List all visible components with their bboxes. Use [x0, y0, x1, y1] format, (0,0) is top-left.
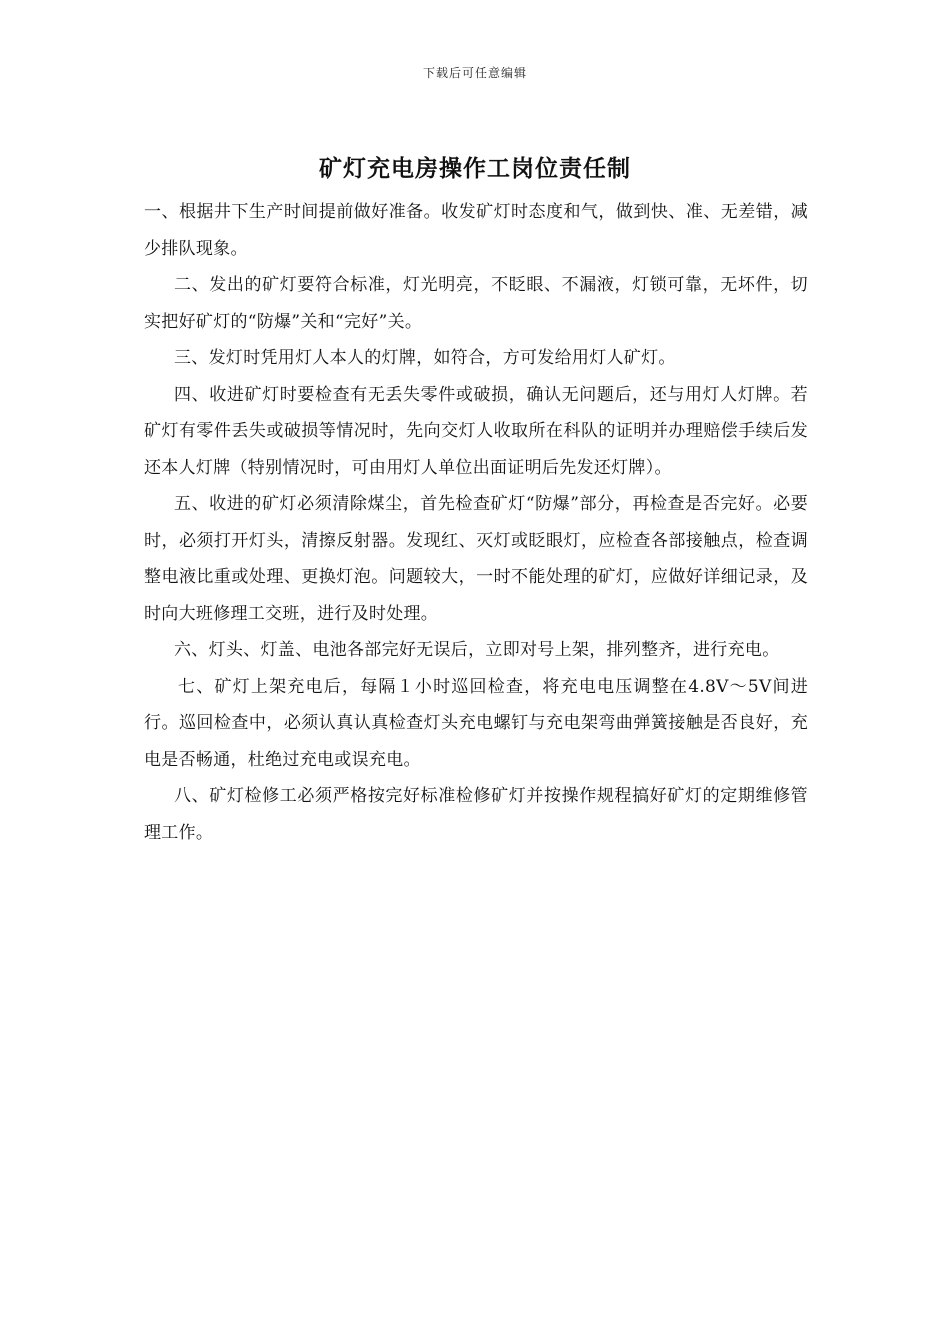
- paragraph-2: 二、发出的矿灯要符合标准，灯光明亮，不眨眼、不漏液，灯锁可靠，无坏件，切实把好矿灯的“防爆”关和“完好”关。: [144, 275, 808, 332]
- paragraph-4: 四、收进矿灯时要检查有无丢失零件或破损，确认无问题后，还与用灯人灯牌。若矿灯有零件丢失或破损等情况时，先向交灯人收取所在科队的证明并办理赔偿手续后发还本人灯牌（特别情况时，可由用灯人单位出面证明后先发还灯牌）。: [144, 384, 808, 478]
- paragraph-7: 七、矿灯上架充电后，每隔１小时巡回检查，将充电电压调整在4.8V～5V间进行。巡回检查中，必须认真认真检查灯头充电螺钉与充电架弯曲弹簧接触是否良好，充电是否畅通，杜绝过充电或误充电。: [144, 676, 808, 770]
- paragraph-8: 八、矿灯检修工必须严格按完好标准检修矿灯并按操作规程搞好矿灯的定期维修管理工作。: [144, 786, 808, 843]
- document-title: 矿灯充电房操作工岗位责任制: [319, 155, 631, 182]
- document-body: [144, 194, 808, 851]
- paragraph-3: 三、发灯时凭用灯人本人的灯牌，如符合，方可发给用灯人矿灯。: [174, 348, 676, 368]
- paragraph-5: 五、收进的矿灯必须清除煤尘，首先检查矿灯“防爆”部分，再检查是否完好。必要时，必须打开灯头，清擦反射器。发现红、灭灯或眨眼灯，应检查各部接触点，检查调整电液比重或处理、更换灯泡。问题较大，一时不能处理的矿灯，应做好详细记录，及时向大班修理工交班，进行及时处理。: [144, 494, 808, 624]
- paragraph-1: 一、根据井下生产时间提前做好准备。收发矿灯时态度和气，做到快、准、无差错，减少排队现象。: [144, 202, 808, 259]
- header-note: 下载后可任意编辑: [422, 66, 527, 80]
- paragraph-6: 六、灯头、灯盖、电池各部完好无误后，立即对号上架，排列整齐，进行充电。: [174, 640, 780, 660]
